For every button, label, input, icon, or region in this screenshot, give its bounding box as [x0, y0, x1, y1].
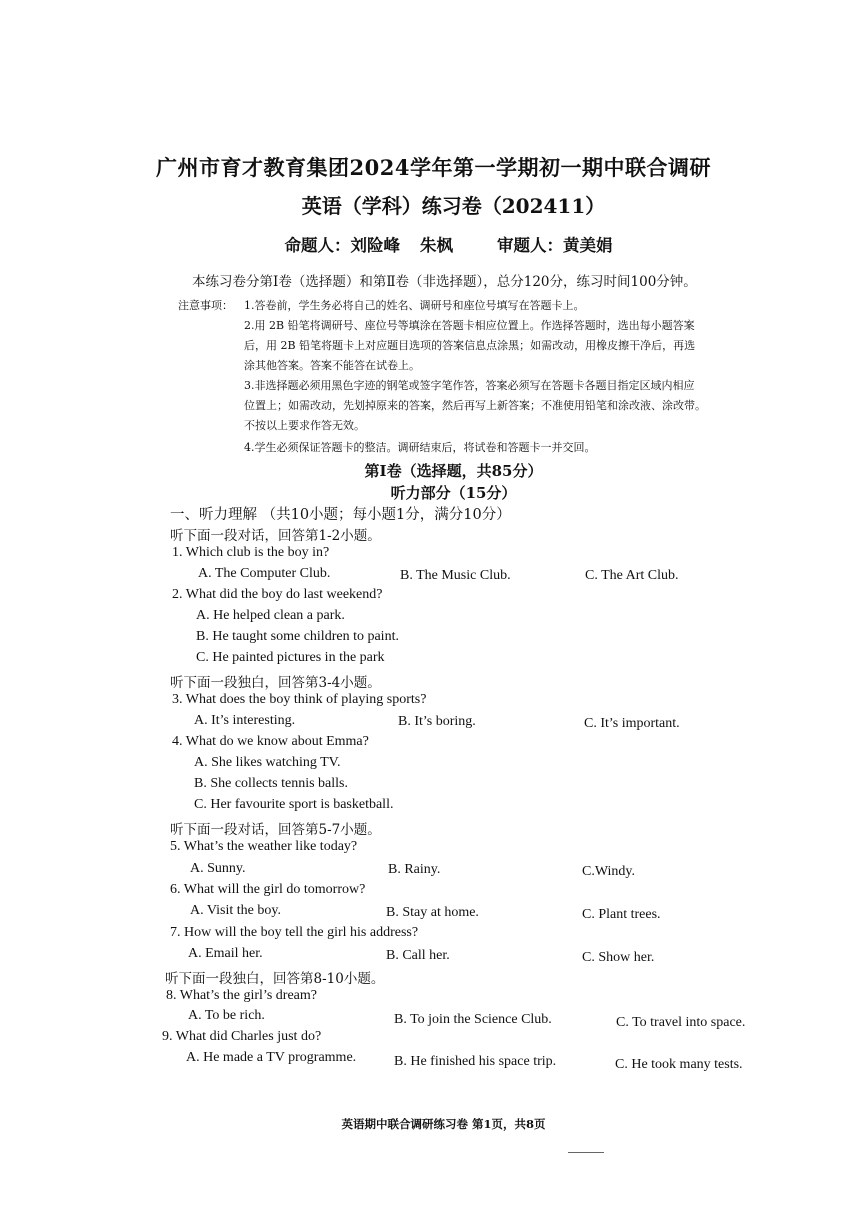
q9-option-c: C. He took many tests. [615, 1057, 743, 1072]
q6-option-b: B. Stay at home. [386, 905, 479, 920]
footer-divider [568, 1152, 604, 1153]
q9-option-a: A. He made a TV programme. [186, 1050, 357, 1065]
q4-option-a: A. She likes watching TV. [194, 755, 341, 770]
instruction-1: 听下面一段对话，回答第1-2小题。 [170, 528, 381, 544]
q6-option-a: A. Visit the boy. [190, 903, 281, 918]
question-1: 1. Which club is the boy in? [172, 545, 330, 560]
instruction-3: 听下面一段对话，回答第5-7小题。 [170, 822, 381, 838]
q5-option-b: B. Rainy. [388, 862, 441, 877]
note-2b: 后，用 2B 铅笔将题卡上对应题目选项的答案信息点涂黑；如需改动，用橡皮擦干净后，再选 [244, 339, 696, 352]
q5-option-c: C.Windy. [582, 864, 635, 879]
q1-option-b: B. The Music Club. [400, 568, 511, 583]
question-4: 4. What do we know about Emma? [172, 734, 369, 749]
note-3c: 不按以上要求作答无效。 [244, 419, 365, 432]
q5-option-a: A. Sunny. [190, 861, 246, 876]
exam-intro: 本练习卷分第Ⅰ卷（选择题）和第Ⅱ卷（非选择题），总分120分，练习时间100分钟。 [192, 274, 697, 290]
page-footer: 英语期中联合调研练习卷 第1页，共8页 [341, 1117, 546, 1131]
question-7: 7. How will the boy tell the girl his address? [170, 925, 419, 940]
question-3: 3. What does the boy think of playing sports? [172, 692, 427, 707]
q4-option-c: C. Her favourite sport is basketball. [194, 797, 394, 812]
note-2a: 2.用 2B 铅笔将调研号、座位号等填涂在答题卡相应位置上。作选择答题时，选出每小题答案 [244, 319, 695, 332]
q2-option-c: C. He painted pictures in the park [196, 650, 385, 665]
q3-option-a: A. It’s interesting. [194, 713, 296, 728]
exam-subtitle: 英语（学科）练习卷（202411） [301, 194, 606, 218]
q7-option-b: B. Call her. [386, 948, 450, 963]
q3-option-c: C. It’s important. [584, 716, 680, 731]
q9-option-b: B. He finished his space trip. [394, 1054, 557, 1069]
q6-option-c: C. Plant trees. [582, 907, 661, 922]
note-1: 1.答卷前，学生务必将自己的姓名、调研号和座位号填写在答题卡上。 [244, 299, 585, 312]
q2-option-b: B. He taught some children to paint. [196, 629, 399, 644]
notes-label: 注意事项： [178, 299, 233, 312]
q2-option-a: A. He helped clean a park. [196, 608, 345, 623]
q4-option-b: B. She collects tennis balls. [194, 776, 348, 791]
q7-option-a: A. Email her. [188, 946, 263, 961]
q1-option-a: A. The Computer Club. [198, 566, 331, 581]
q1-option-c: C. The Art Club. [585, 568, 679, 583]
note-2c: 涂其他答案。答案不能答在试卷上。 [244, 359, 420, 372]
exam-title: 广州市育才教育集团2024学年第一学期初一期中联合调研 [156, 155, 711, 180]
q7-option-c: C. Show her. [582, 950, 655, 965]
listening-heading: 听力部分（15分） [390, 484, 517, 502]
question-5: 5. What’s the weather like today? [170, 839, 358, 854]
reviewer-label: 审题人：黄美娟 [497, 236, 613, 255]
instruction-2: 听下面一段独白，回答第3-4小题。 [170, 675, 381, 691]
question-9: 9. What did Charles just do? [162, 1029, 322, 1044]
question-8: 8. What’s the girl’s dream? [166, 988, 317, 1003]
q8-option-c: C. To travel into space. [616, 1015, 746, 1030]
q8-option-a: A. To be rich. [188, 1008, 265, 1023]
q3-option-b: B. It’s boring. [398, 714, 476, 729]
question-6: 6. What will the girl do tomorrow? [170, 882, 366, 897]
note-4: 4.学生必须保证答题卡的整洁。调研结束后，将试卷和答题卡一并交回。 [244, 441, 596, 454]
question-2: 2. What did the boy do last weekend? [172, 587, 383, 602]
author-label: 命题人：刘险峰 [284, 236, 400, 255]
authors-line [0, 232, 867, 256]
author-name-2: 朱枫 [420, 236, 453, 255]
q8-option-b: B. To join the Science Club. [394, 1012, 552, 1027]
section-1-heading: 一、听力理解 （共10小题；每小题1分，满分10分） [170, 507, 511, 523]
instruction-4: 听下面一段独白，回答第8-10小题。 [165, 971, 385, 987]
note-3b: 位置上；如需改动，先划掉原来的答案，然后再写上新答案；不准使用铅笔和涂改液、涂改带。 [244, 399, 706, 412]
part-1-heading: 第Ⅰ卷（选择题，共85分） [364, 462, 543, 480]
note-3a: 3.非选择题必须用黑色字迹的钢笔或签字笔作答，答案必须写在答题卡各题目指定区域内相应 [244, 379, 695, 392]
